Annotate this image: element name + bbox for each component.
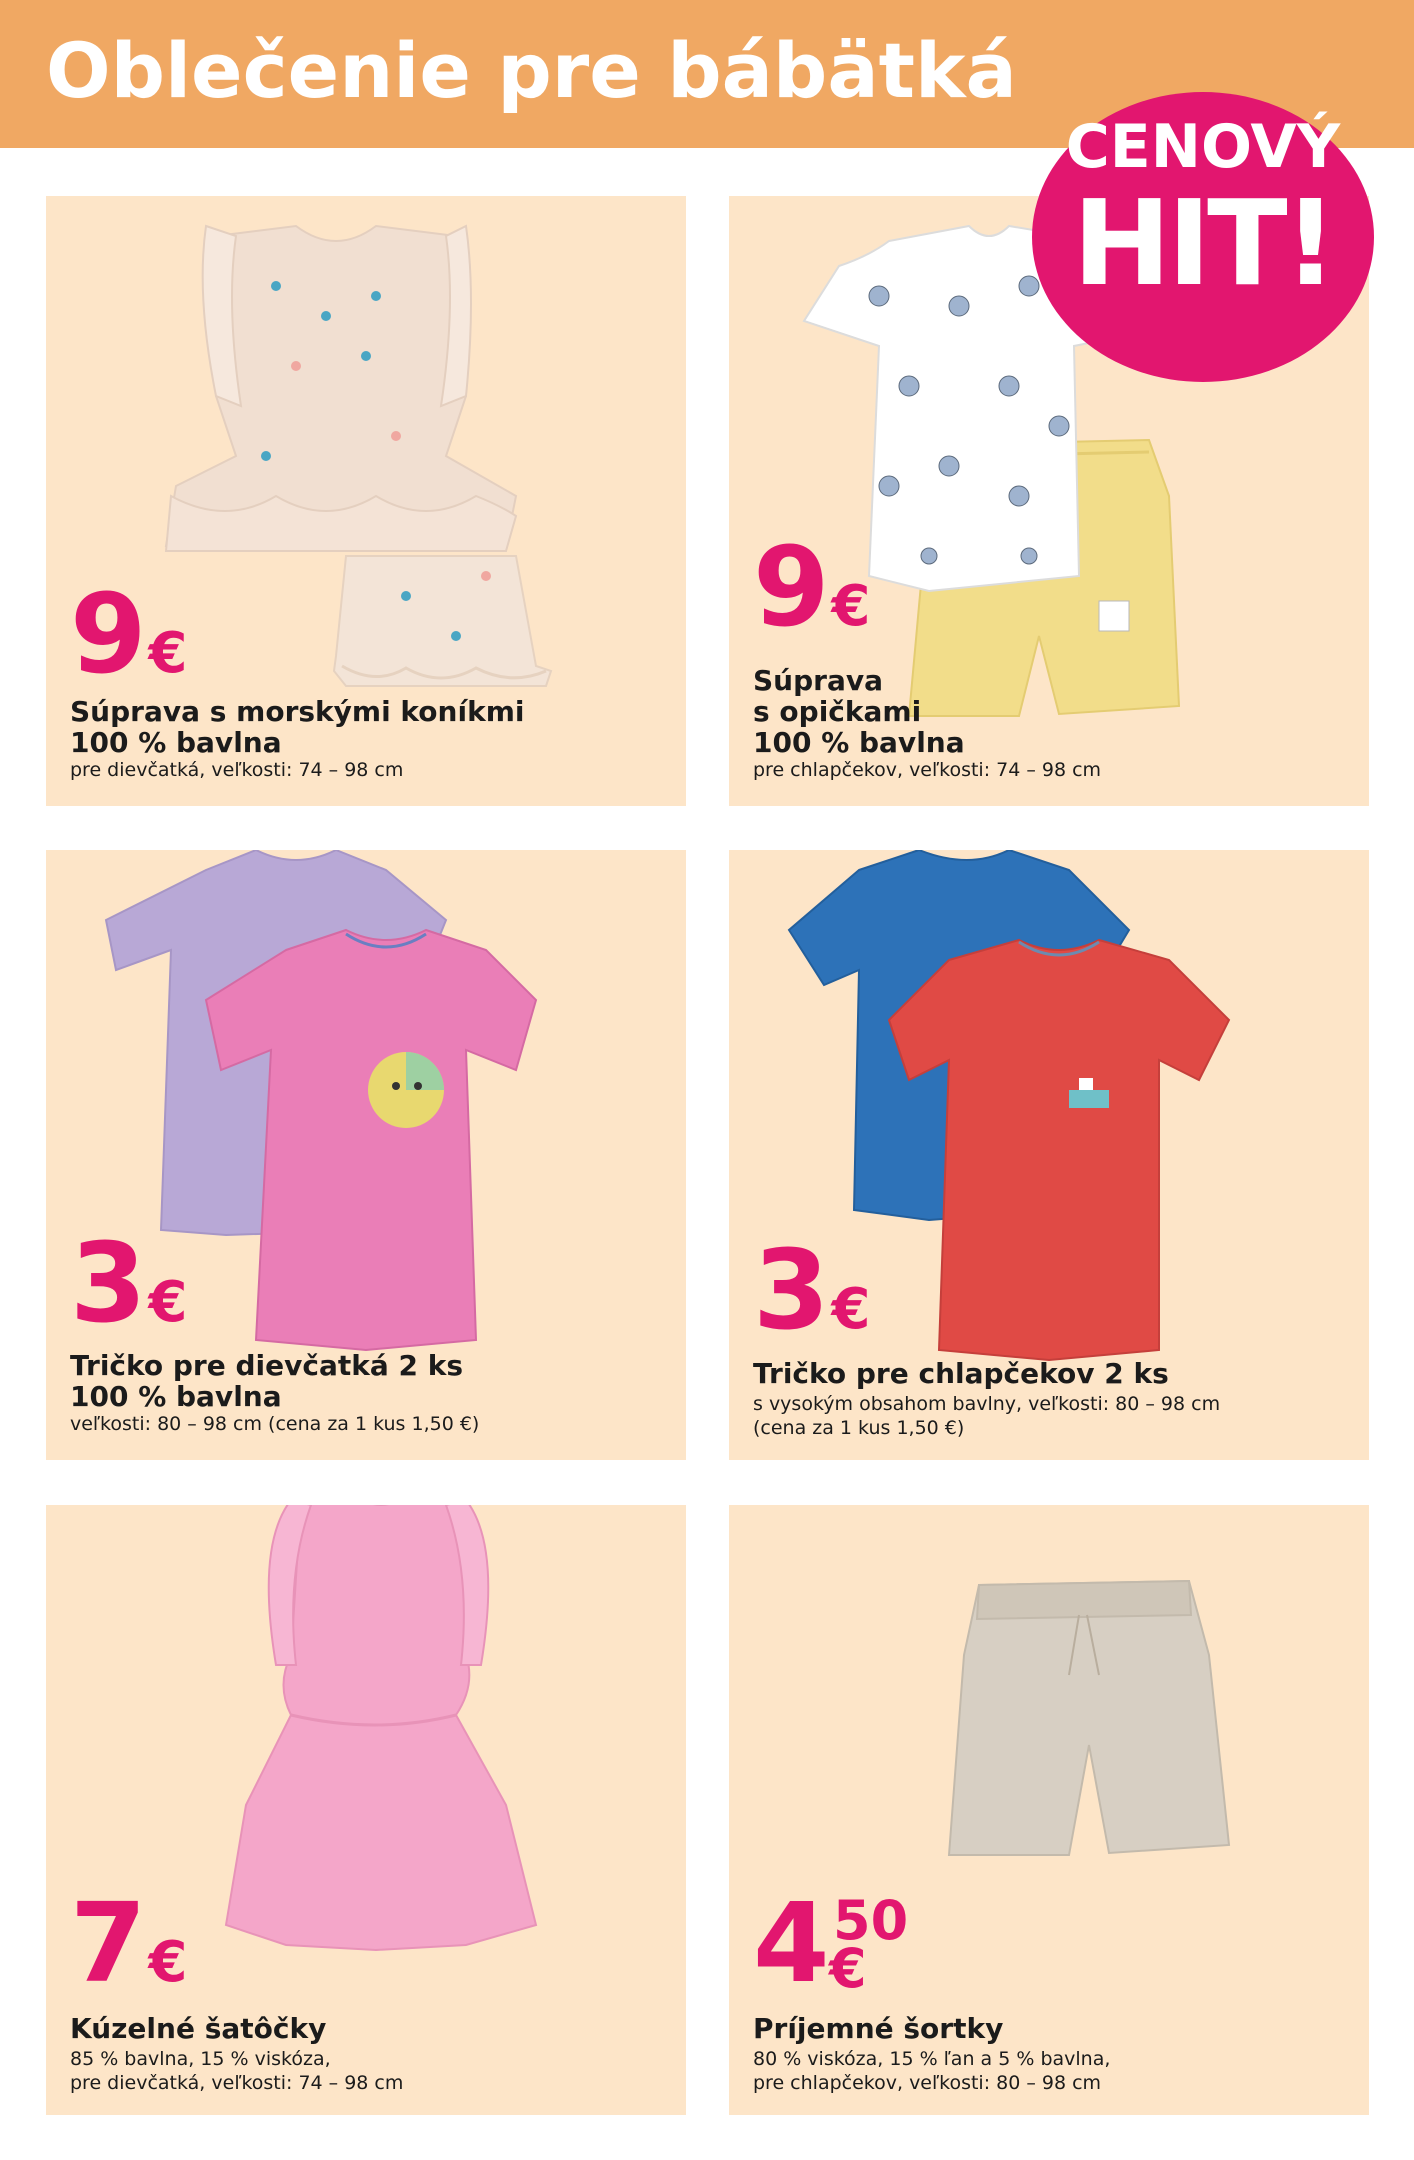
product-card-shorts[interactable] [729,1505,1369,2115]
price-hit-badge [1032,92,1374,382]
product-title: Kúzelné šatôčky [70,2012,327,2045]
price [753,523,871,651]
product-details: 85 % bavlna, 15 % viskóza, pre dievčatká, veľkosti: 74 – 98 cm [70,2048,404,2094]
product-title: Súprava s morskými koníkmi 100 % bavlna [70,695,525,759]
product-card-boys-tshirts[interactable] [729,850,1369,1460]
product-details: pre dievčatká, veľkosti: 74 – 98 cm [70,759,404,781]
price-value: 9 [753,523,826,651]
price-cents: 50 [833,1889,909,1952]
product-details: 80 % viskóza, 15 % ľan a 5 % bavlna, pre chlapčekov, veľkosti: 80 – 98 cm [753,2048,1111,2094]
currency: € [148,1270,188,1335]
product-title: Tričko pre dievčatká 2 ks 100 % bavlna [70,1349,464,1413]
product-card-seahorse-set[interactable] [46,196,686,806]
product-details: veľkosti: 80 – 98 cm (cena za 1 kus 1,50 €) [70,1413,480,1435]
price [70,1219,188,1347]
price [70,1879,188,2007]
product-title: Príjemné šortky [753,2012,1004,2045]
price [753,1226,871,1354]
price-value: 3 [70,1219,143,1347]
currency: € [831,574,871,639]
product-title: Tričko pre chlapčekov 2 ks [753,1357,1169,1390]
currency: € [831,1277,871,1342]
product-details: s vysokým obsahom bavlny, veľkosti: 80 – 98 cm (cena za 1 kus 1,50 €) [753,1393,1221,1439]
currency: € [148,1930,188,1995]
page-title: Oblečenie pre bábätká [46,26,1017,115]
badge-line-1: CENOVÝ [1065,112,1341,182]
currency: € [829,1937,867,2000]
product-details: pre chlapčekov, veľkosti: 74 – 98 cm [753,759,1102,781]
product-card-dress[interactable] [46,1505,686,2115]
product-title: Súprava s opičkami 100 % bavlna [753,664,965,759]
product-card-girls-tshirts[interactable] [46,850,686,1460]
price [70,570,188,698]
price-value: 9 [70,570,143,698]
price-value: 4 [753,1879,826,2007]
badge-line-2: HIT! [1072,174,1334,312]
price-value: 7 [70,1879,143,2007]
currency: € [148,621,188,686]
price-value: 3 [753,1226,826,1354]
price [753,1879,909,2007]
